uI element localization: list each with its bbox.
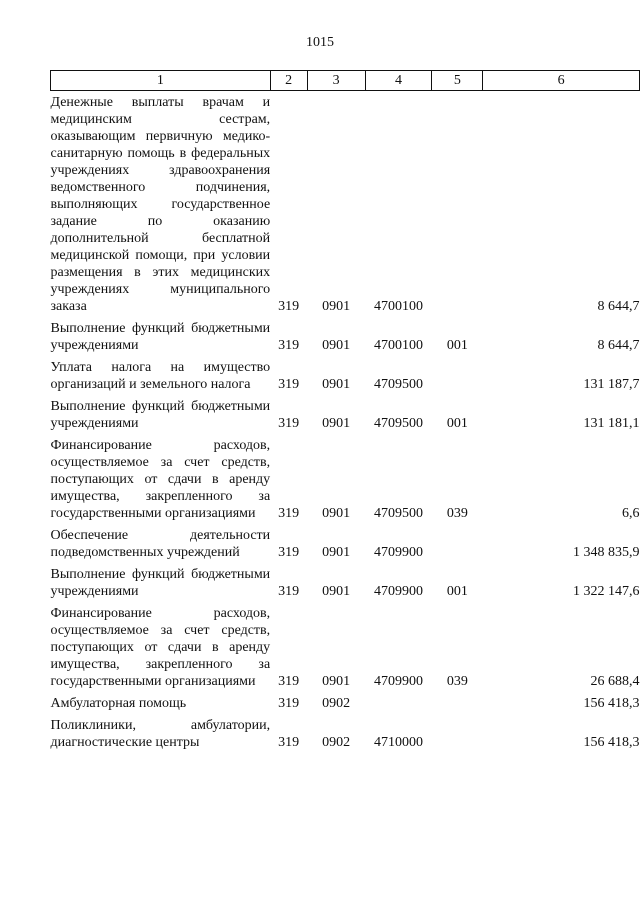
row-code-target: 4709900 bbox=[373, 584, 423, 599]
row-amount: 156 418,3 bbox=[583, 696, 640, 711]
row-code-expense bbox=[432, 91, 483, 318]
row-code-section: 0901 bbox=[322, 338, 351, 353]
row-code-section: 0902 bbox=[322, 696, 351, 711]
header-row bbox=[51, 71, 640, 91]
row-amount: 1 322 147,6 bbox=[573, 584, 640, 599]
row-code-section: 0901 bbox=[322, 674, 351, 689]
row-amount: 6,6 bbox=[622, 506, 640, 521]
row-code-expense: 001 bbox=[446, 584, 468, 599]
row-code-section: 0901 bbox=[322, 506, 351, 521]
row-code-section: 0901 bbox=[322, 584, 351, 599]
row-code-section: 0901 bbox=[322, 377, 351, 392]
row-name: Денежные выплаты врачам и медицинским сестрам, оказывающим первичную медико-санитарную помощь в федеральных учреждениях здравоохранения ведомственного подчинения, выполняющих государственное задание по оказанию дополнительной бесплатной медицинской помощи, при условии размещения в этих медицинских учреждениях муниципального заказа bbox=[50, 95, 271, 314]
budget-table bbox=[50, 70, 640, 753]
row-code-ministry: 319 bbox=[278, 506, 300, 521]
row-code-ministry: 319 bbox=[278, 377, 300, 392]
row-code-target: 4709500 bbox=[373, 377, 423, 392]
row-code-ministry: 319 bbox=[278, 545, 300, 560]
row-code-section: 0901 bbox=[322, 299, 351, 314]
row-code-ministry: 319 bbox=[278, 674, 300, 689]
row-code-expense bbox=[432, 714, 483, 753]
table-row bbox=[51, 434, 640, 524]
row-code-expense: 001 bbox=[446, 338, 468, 353]
row-code-target: 4710000 bbox=[373, 735, 423, 750]
row-amount: 8 644,7 bbox=[597, 299, 640, 314]
row-name: Обеспечение деятельности подведомственных учреждений bbox=[50, 528, 271, 560]
row-name: Выполнение функций бюджетными учреждениями bbox=[50, 567, 271, 599]
row-code-ministry: 319 bbox=[278, 735, 300, 750]
row-name: Поликлиники, амбулатории, диагностические центры bbox=[50, 718, 271, 750]
row-name: Выполнение функций бюджетными учреждениями bbox=[50, 321, 271, 353]
row-code-expense: 039 bbox=[446, 506, 468, 521]
header-col-6: 6 bbox=[483, 71, 640, 91]
row-amount: 131 181,1 bbox=[583, 416, 640, 431]
row-code-section: 0901 bbox=[322, 545, 351, 560]
row-amount: 156 418,3 bbox=[583, 735, 640, 750]
row-name: Финансирование расходов, осуществляемое за счет средств, поступающих от сдачи в аренду имущества, закрепленного за государственными организациями bbox=[50, 606, 271, 689]
row-code-ministry: 319 bbox=[278, 416, 300, 431]
header-col-1: 1 bbox=[51, 71, 271, 91]
row-code-section: 0901 bbox=[322, 416, 351, 431]
row-code-target: 4709900 bbox=[373, 545, 423, 560]
row-code-target: 4700100 bbox=[373, 299, 423, 314]
header-col-3: 3 bbox=[307, 71, 365, 91]
header-col-5: 5 bbox=[432, 71, 483, 91]
row-name: Финансирование расходов, осуществляемое за счет средств, поступающих от сдачи в аренду имущества, закрепленного за государственными организациями bbox=[50, 438, 271, 521]
row-code-expense bbox=[432, 524, 483, 563]
row-code-expense bbox=[432, 356, 483, 395]
row-amount: 131 187,7 bbox=[583, 377, 640, 392]
row-name: Амбулаторная помощь bbox=[50, 696, 187, 711]
row-amount: 1 348 835,9 bbox=[573, 545, 640, 560]
row-amount: 8 644,7 bbox=[597, 338, 640, 353]
table-row bbox=[51, 714, 640, 753]
row-code-target bbox=[365, 692, 432, 714]
row-code-ministry: 319 bbox=[278, 584, 300, 599]
row-code-expense: 039 bbox=[446, 674, 468, 689]
row-code-ministry: 319 bbox=[278, 299, 300, 314]
row-code-ministry: 319 bbox=[278, 696, 300, 711]
table-row bbox=[51, 395, 640, 434]
row-code-target: 4709900 bbox=[373, 674, 423, 689]
table-row bbox=[51, 692, 640, 714]
header-col-4: 4 bbox=[365, 71, 432, 91]
row-code-expense: 001 bbox=[446, 416, 468, 431]
header-col-2: 2 bbox=[270, 71, 307, 91]
row-amount: 26 688,4 bbox=[590, 674, 640, 689]
row-code-section: 0902 bbox=[322, 735, 351, 750]
page-number: 1015 bbox=[306, 35, 334, 50]
table-row bbox=[51, 317, 640, 356]
table-row bbox=[51, 602, 640, 692]
table-row bbox=[51, 563, 640, 602]
row-code-target: 4709500 bbox=[373, 506, 423, 521]
row-code-ministry: 319 bbox=[278, 338, 300, 353]
row-code-target: 4709500 bbox=[373, 416, 423, 431]
row-code-target: 4700100 bbox=[373, 338, 423, 353]
table-row bbox=[51, 524, 640, 563]
row-name: Выполнение функций бюджетными учреждениями bbox=[50, 399, 271, 431]
row-name: Уплата налога на имущество организаций и земельного налога bbox=[50, 360, 271, 392]
row-code-expense bbox=[432, 692, 483, 714]
table-row bbox=[51, 356, 640, 395]
table-row bbox=[51, 91, 640, 318]
